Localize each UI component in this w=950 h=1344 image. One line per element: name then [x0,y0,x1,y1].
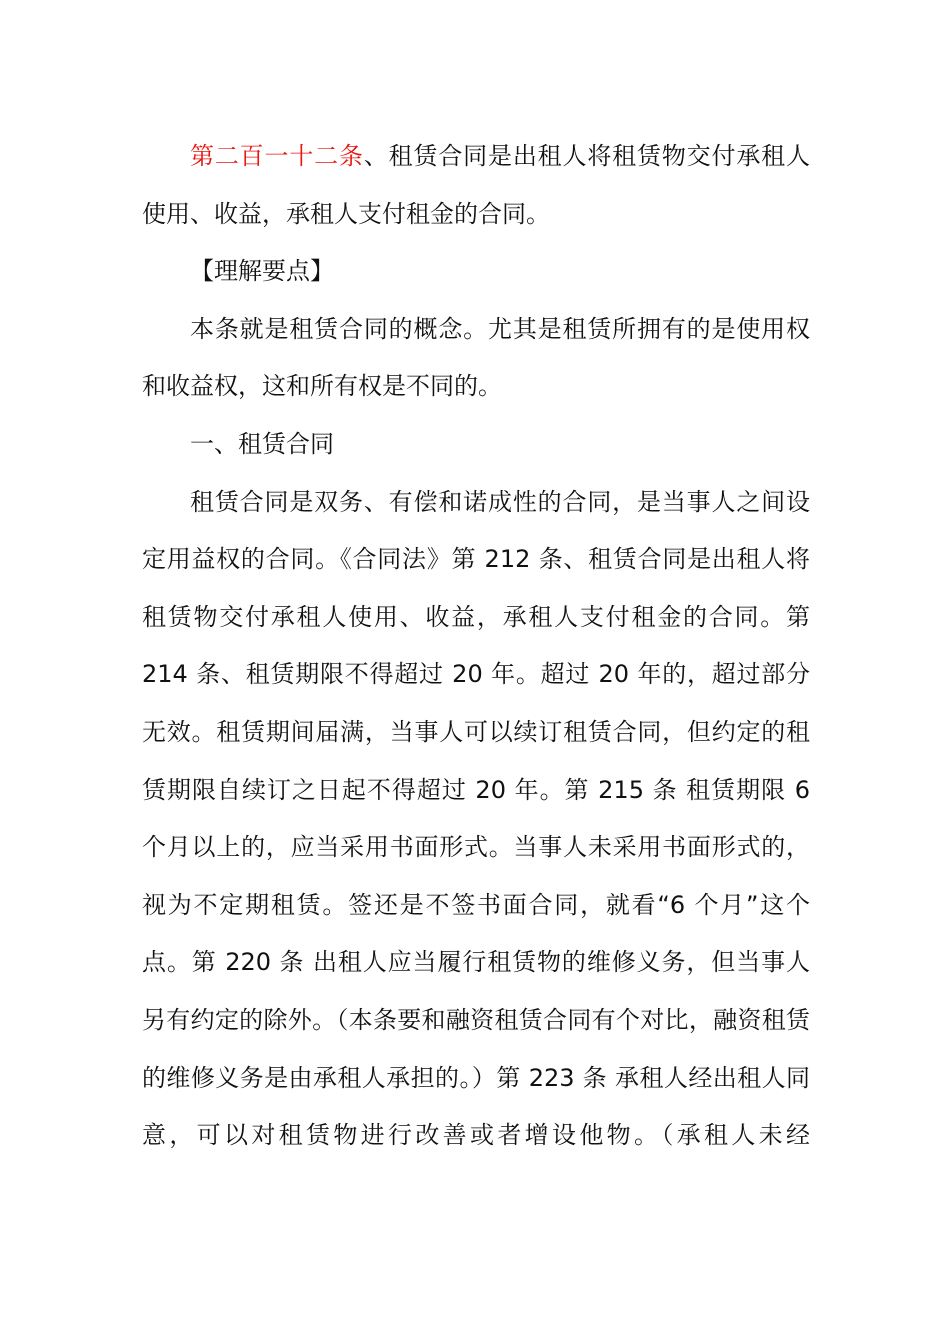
document-page [142,128,810,1165]
article-text: 、租赁合同是出租人将租赁物交付承租人使用、收益，承租人支付租金的合同。 [142,142,811,228]
key-points-heading: 【理解要点】 [190,257,334,286]
article-paragraph [142,128,810,243]
section-heading: 一、租赁合同 [190,429,334,458]
body-paragraph: 租赁合同是双务、有偿和诺成性的合同，是当事人之间设定用益权的合同。《合同法》第 212 条、租赁合同是出租人将租赁物交付承租人使用、收益，承租人支付租金的合同。第 214 条、租赁期限不得超过 20 年。超过 20 年的，超过部分无效。租赁期间届满，当事人可以续订租赁合同，但约定的租赁期限自续订之日起不得超过 20 年。第 215 条 租赁期限 6 个月以上的，应当采用书面形式。当事人未采用书面形式的，视为不定期租赁。签还是不签书面合同，就看“6 个月”这个点。第 220 条 出租人应当履行租赁物的维修义务，但当事人另有约定的除外。（本条要和融资租赁合同有个对比，融资租赁的维修义务是由承租人承担的。）第 223 条 承租人经出租人同意，可以对租赁物进行改善或者增设他物。（承租人未经 [142,487,810,1150]
explanation-paragraph: 本条就是租赁合同的概念。尤其是租赁所拥有的是使用权和收益权，这和所有权是不同的。 [142,314,810,401]
article-number: 第二百一十二条 [190,142,364,170]
